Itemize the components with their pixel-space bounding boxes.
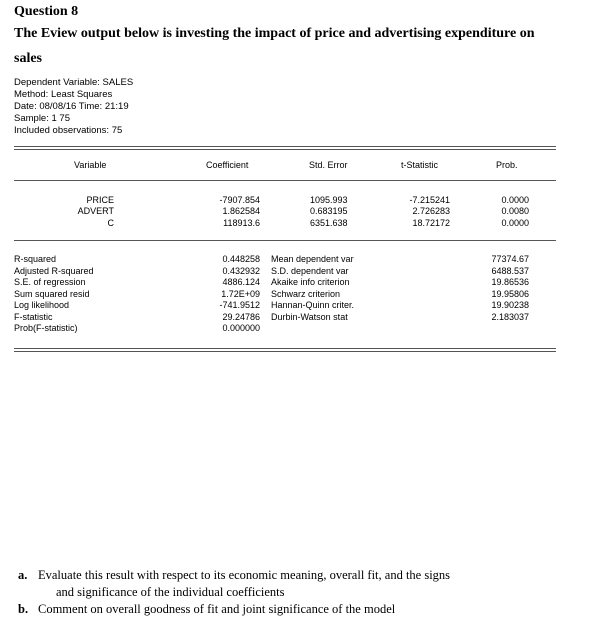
col-header-std-error: Std. Error [309, 160, 348, 170]
sample: Sample: 1 75 [14, 113, 70, 124]
question-intro-line-1: The Eview output below is investing the impact of price and advertising expenditure on [14, 26, 535, 41]
t-statistic-value: 18.72172 [412, 218, 450, 228]
prob-value: 0.0080 [501, 206, 529, 216]
variable-name: ADVERT [77, 206, 114, 216]
stat-value-schwarz: 19.95806 [491, 288, 529, 299]
stat-label-adj-r-squared: Adjusted R-squared [14, 265, 94, 276]
stat-label-log-likelihood: Log likelihood [14, 300, 70, 310]
std-error-value: 0.683195 [310, 206, 348, 216]
stat-value-mean-dep: 77374.67 [491, 254, 529, 264]
prob-value: 0.0000 [501, 195, 529, 205]
part-b-marker: b. [18, 602, 29, 616]
stat-value-sd-dep: 6488.537 [491, 265, 529, 276]
part-a-line-1 [18, 568, 451, 583]
stat-label-akaike: Akaike info criterion [271, 277, 350, 287]
stat-value-se-regression: 4886.124 [222, 277, 260, 287]
stat-value-f-statistic: 29.24786 [222, 311, 260, 322]
stat-label-sd-dep: S.D. dependent var [271, 265, 349, 276]
part-a-line-2: and significance of the individual coefficients [56, 585, 285, 599]
coefficient-value: -7907.854 [219, 195, 260, 205]
table-top-rule [14, 146, 556, 147]
prob-value: 0.0000 [501, 218, 529, 228]
table-top-rule-double [14, 149, 556, 150]
stat-label-durbin-watson: Durbin-Watson stat [271, 311, 348, 322]
stat-value-akaike: 19.86536 [491, 277, 529, 287]
t-statistic-value: -7.215241 [409, 195, 450, 205]
stat-value-hannan-quinn: 19.90238 [491, 300, 529, 310]
stat-value-r-squared: 0.448258 [222, 254, 260, 264]
coefficient-value: 118913.6 [223, 218, 260, 228]
coefficients-bottom-rule [14, 240, 556, 241]
stat-label-r-squared: R-squared [14, 254, 57, 264]
date-time: Date: 08/08/16 Time: 21:19 [14, 101, 129, 112]
header-separator-rule [14, 180, 556, 181]
col-header-prob: Prob. [496, 160, 518, 170]
question-intro-line-2: sales [14, 51, 42, 66]
variable-name: C [107, 218, 114, 228]
method: Method: Least Squares [14, 89, 113, 100]
stat-label-ssr: Sum squared resid [14, 288, 90, 299]
std-error-value: 6351.638 [310, 218, 348, 228]
stat-value-prob-f: 0.000000 [222, 323, 260, 333]
stat-value-durbin-watson: 2.183037 [491, 311, 529, 322]
table-bottom-rule-double [14, 351, 556, 352]
std-error-value: 1095.993 [310, 195, 348, 205]
part-a-text: Evaluate this result with respect to its economic meaning, overall fit, and the signs [38, 568, 451, 582]
part-b-text: Comment on overall goodness of fit and joint significance of the model [38, 602, 396, 616]
t-statistic-value: 2.726283 [412, 206, 450, 216]
col-header-coefficient: Coefficient [206, 160, 249, 170]
stat-label-prob-f: Prob(F-statistic) [14, 323, 78, 333]
table-bottom-rule [14, 348, 556, 349]
question-title: Question 8 [14, 4, 79, 19]
stat-label-mean-dep: Mean dependent var [271, 254, 354, 264]
dependent-variable: Dependent Variable: SALES [14, 77, 134, 88]
stat-label-hannan-quinn: Hannan-Quinn criter. [271, 300, 355, 310]
stat-value-adj-r-squared: 0.432932 [222, 265, 260, 276]
variable-name: PRICE [86, 195, 114, 205]
stat-label-se-regression: S.E. of regression [14, 277, 86, 287]
coefficient-value: 1.862584 [222, 206, 260, 216]
part-b-line-1 [18, 602, 396, 617]
part-a-marker: a. [18, 568, 28, 582]
stat-label-schwarz: Schwarz criterion [271, 288, 341, 299]
stat-label-f-statistic: F-statistic [14, 311, 53, 322]
included-observations: Included observations: 75 [14, 125, 123, 136]
col-header-t-statistic: t-Statistic [401, 160, 439, 170]
stat-value-ssr: 1.72E+09 [221, 288, 260, 299]
col-header-variable: Variable [74, 160, 107, 170]
stat-value-log-likelihood: -741.9512 [219, 300, 260, 310]
